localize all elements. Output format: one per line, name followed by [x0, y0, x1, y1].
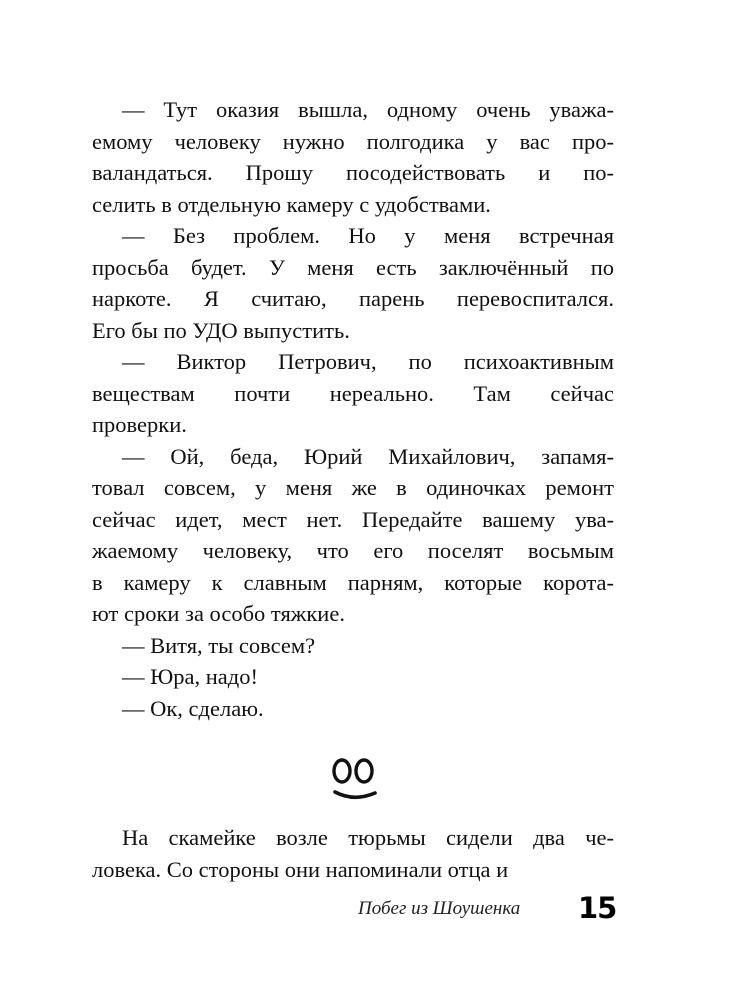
smiley-face-icon	[325, 752, 383, 802]
main-text-bottom	[92, 822, 614, 885]
text-line: — Ок, сделаю.	[122, 695, 264, 721]
text-line: емому человеку нужно полгодика у вас про-	[92, 128, 614, 154]
text-line: просьба будет. У меня есть заключённый по	[92, 254, 614, 280]
paragraph	[92, 346, 614, 441]
text-line: — Ой, беда, Юрий Михайлович, запамя-	[122, 443, 614, 469]
page-number: 15	[578, 891, 617, 925]
text-line: наркоте. Я считаю, парень перевоспитался.	[92, 286, 614, 311]
text-line: ловека. Со стороны они напоминали отца и	[92, 856, 509, 882]
text-line: — Юра, надо!	[122, 664, 258, 689]
text-line: товал совсем, у меня же в одиночках ремонт	[92, 475, 614, 500]
main-text-top	[92, 94, 614, 724]
paragraph	[92, 630, 614, 662]
text-line: — Тут оказия вышла, одному очень уважа-	[122, 97, 614, 122]
paragraph	[92, 441, 614, 630]
paragraph	[92, 220, 614, 346]
paragraph	[92, 693, 614, 725]
text-line: Его бы по УДО выпустить.	[92, 317, 350, 343]
text-line: — Виктор Петрович, по психоактивным	[122, 349, 614, 374]
text-line: сейчас идет, мест нет. Передайте вашему ува-	[92, 506, 614, 532]
text-line: На скамейке возле тюрьмы сидели два че-	[122, 825, 614, 850]
running-title: Побег из Шоушенка	[358, 898, 521, 919]
paragraph	[92, 822, 614, 885]
text-line: — Без проблем. Но у меня встречная	[122, 223, 614, 248]
text-line: ют сроки за особо тяжкие.	[92, 601, 345, 626]
text-line: в камеру к славным парням, которые корота-	[92, 569, 614, 595]
paragraph	[92, 661, 614, 693]
text-line: селить в отдельную камеру с удобствами.	[92, 191, 491, 217]
text-line: жаемому человеку, что его поселят восьмым	[92, 538, 614, 563]
paragraph	[92, 94, 614, 220]
text-line: — Витя, ты совсем?	[122, 632, 316, 658]
text-line: валандаться. Прошу посодействовать и по-	[92, 160, 614, 185]
text-line: проверки.	[92, 412, 187, 437]
text-line: веществам почти нереально. Там сейчас	[92, 380, 614, 406]
